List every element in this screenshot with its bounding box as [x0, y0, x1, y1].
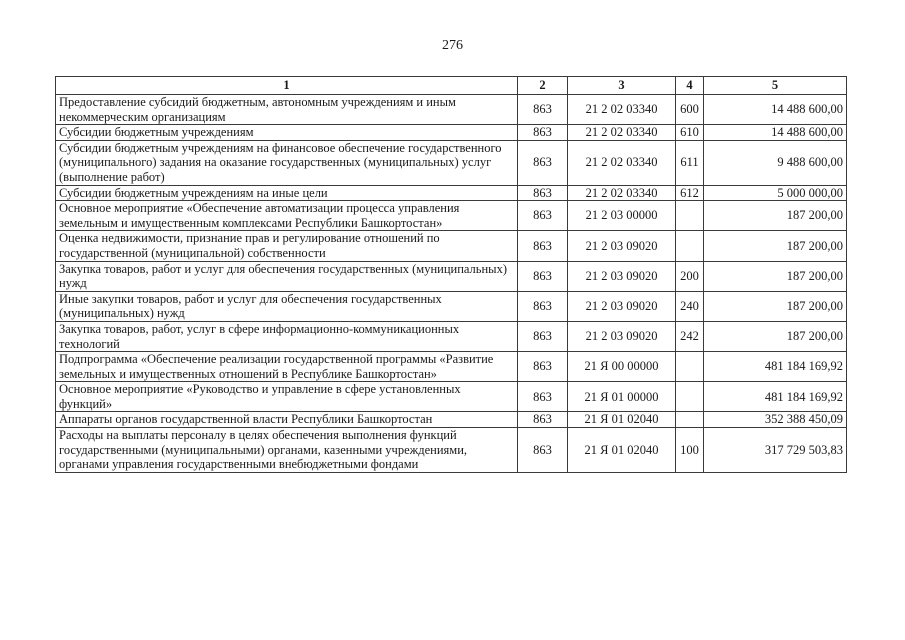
column-header: 4	[676, 77, 704, 95]
table-row	[56, 321, 847, 351]
row-sum-cell: 5 000 000,00	[704, 185, 847, 201]
row-code-cell: 863	[518, 321, 568, 351]
row-csr-cell: 21 2 03 00000	[568, 201, 676, 231]
row-name-cell: Основное мероприятие «Обеспечение автоматизации процесса управления земельным и имущественным комплексами Республики Башкортостан»	[56, 201, 518, 231]
row-csr-cell: 21 2 03 09020	[568, 291, 676, 321]
table-row	[56, 382, 847, 412]
table-row	[56, 291, 847, 321]
row-csr-cell: 21 Я 00 00000	[568, 352, 676, 382]
row-type-cell	[676, 352, 704, 382]
row-sum-cell: 317 729 503,83	[704, 428, 847, 473]
column-header: 2	[518, 77, 568, 95]
row-csr-cell: 21 2 03 09020	[568, 231, 676, 261]
row-code-cell: 863	[518, 185, 568, 201]
row-type-cell: 611	[676, 140, 704, 185]
row-csr-cell: 21 Я 01 02040	[568, 412, 676, 428]
row-sum-cell: 187 200,00	[704, 291, 847, 321]
row-name-cell: Основное мероприятие «Руководство и управление в сфере установленных функций»	[56, 382, 518, 412]
row-type-cell: 200	[676, 261, 704, 291]
row-name-cell: Подпрограмма «Обеспечение реализации государственной программы «Развитие земельных и имущественных отношений в Республике Башкортостан»	[56, 352, 518, 382]
row-sum-cell: 14 488 600,00	[704, 125, 847, 141]
row-type-cell	[676, 231, 704, 261]
table-row	[56, 352, 847, 382]
row-sum-cell: 481 184 169,92	[704, 382, 847, 412]
column-header: 3	[568, 77, 676, 95]
row-sum-cell: 352 388 450,09	[704, 412, 847, 428]
row-sum-cell: 9 488 600,00	[704, 140, 847, 185]
table-row	[56, 95, 847, 125]
row-code-cell: 863	[518, 352, 568, 382]
column-header: 1	[56, 77, 518, 95]
row-sum-cell: 187 200,00	[704, 321, 847, 351]
table-row	[56, 140, 847, 185]
row-code-cell: 863	[518, 231, 568, 261]
table-row	[56, 428, 847, 473]
row-name-cell: Предоставление субсидий бюджетным, автономным учреждениям и иным некоммерческим организациям	[56, 95, 518, 125]
row-name-cell: Аппараты органов государственной власти Республики Башкортостан	[56, 412, 518, 428]
row-name-cell: Субсидии бюджетным учреждениям	[56, 125, 518, 141]
row-sum-cell: 187 200,00	[704, 201, 847, 231]
row-type-cell: 100	[676, 428, 704, 473]
row-name-cell: Оценка недвижимости, признание прав и регулирование отношений по государственной (муниципальной) собственности	[56, 231, 518, 261]
row-name-cell: Субсидии бюджетным учреждениям на финансовое обеспечение государственного (муниципального) задания на оказание государственных (муниципальных) услуг (выполнение работ)	[56, 140, 518, 185]
page-number: 276	[442, 38, 463, 53]
row-code-cell: 863	[518, 428, 568, 473]
table-row	[56, 231, 847, 261]
table-row	[56, 201, 847, 231]
row-sum-cell: 187 200,00	[704, 261, 847, 291]
budget-table	[55, 76, 847, 473]
row-csr-cell: 21 2 02 03340	[568, 95, 676, 125]
row-type-cell	[676, 201, 704, 231]
column-header: 5	[704, 77, 847, 95]
row-type-cell: 242	[676, 321, 704, 351]
table-header-row	[56, 77, 847, 95]
row-sum-cell: 481 184 169,92	[704, 352, 847, 382]
row-csr-cell: 21 2 02 03340	[568, 185, 676, 201]
row-code-cell: 863	[518, 291, 568, 321]
row-csr-cell: 21 2 02 03340	[568, 140, 676, 185]
row-type-cell: 240	[676, 291, 704, 321]
row-name-cell: Расходы на выплаты персоналу в целях обеспечения выполнения функций государственными (муниципальными) органами, казенными учреждениями, органами управления государственными внебюджетными фондами	[56, 428, 518, 473]
row-name-cell: Закупка товаров, работ, услуг в сфере информационно-коммуникационных технологий	[56, 321, 518, 351]
table-row	[56, 125, 847, 141]
row-code-cell: 863	[518, 201, 568, 231]
row-code-cell: 863	[518, 95, 568, 125]
row-code-cell: 863	[518, 382, 568, 412]
table-row	[56, 185, 847, 201]
row-name-cell: Закупка товаров, работ и услуг для обеспечения государственных (муниципальных) нужд	[56, 261, 518, 291]
row-name-cell: Субсидии бюджетным учреждениям на иные цели	[56, 185, 518, 201]
row-code-cell: 863	[518, 261, 568, 291]
row-sum-cell: 187 200,00	[704, 231, 847, 261]
row-csr-cell: 21 2 03 09020	[568, 261, 676, 291]
row-type-cell	[676, 412, 704, 428]
row-code-cell: 863	[518, 125, 568, 141]
row-type-cell: 600	[676, 95, 704, 125]
row-code-cell: 863	[518, 412, 568, 428]
row-name-cell: Иные закупки товаров, работ и услуг для обеспечения государственных (муниципальных) нужд	[56, 291, 518, 321]
table-row	[56, 261, 847, 291]
row-type-cell	[676, 382, 704, 412]
row-csr-cell: 21 2 02 03340	[568, 125, 676, 141]
row-csr-cell: 21 2 03 09020	[568, 321, 676, 351]
row-type-cell: 610	[676, 125, 704, 141]
table-body	[56, 95, 847, 473]
table-row	[56, 412, 847, 428]
row-code-cell: 863	[518, 140, 568, 185]
row-csr-cell: 21 Я 01 00000	[568, 382, 676, 412]
row-sum-cell: 14 488 600,00	[704, 95, 847, 125]
row-type-cell: 612	[676, 185, 704, 201]
row-csr-cell: 21 Я 01 02040	[568, 428, 676, 473]
